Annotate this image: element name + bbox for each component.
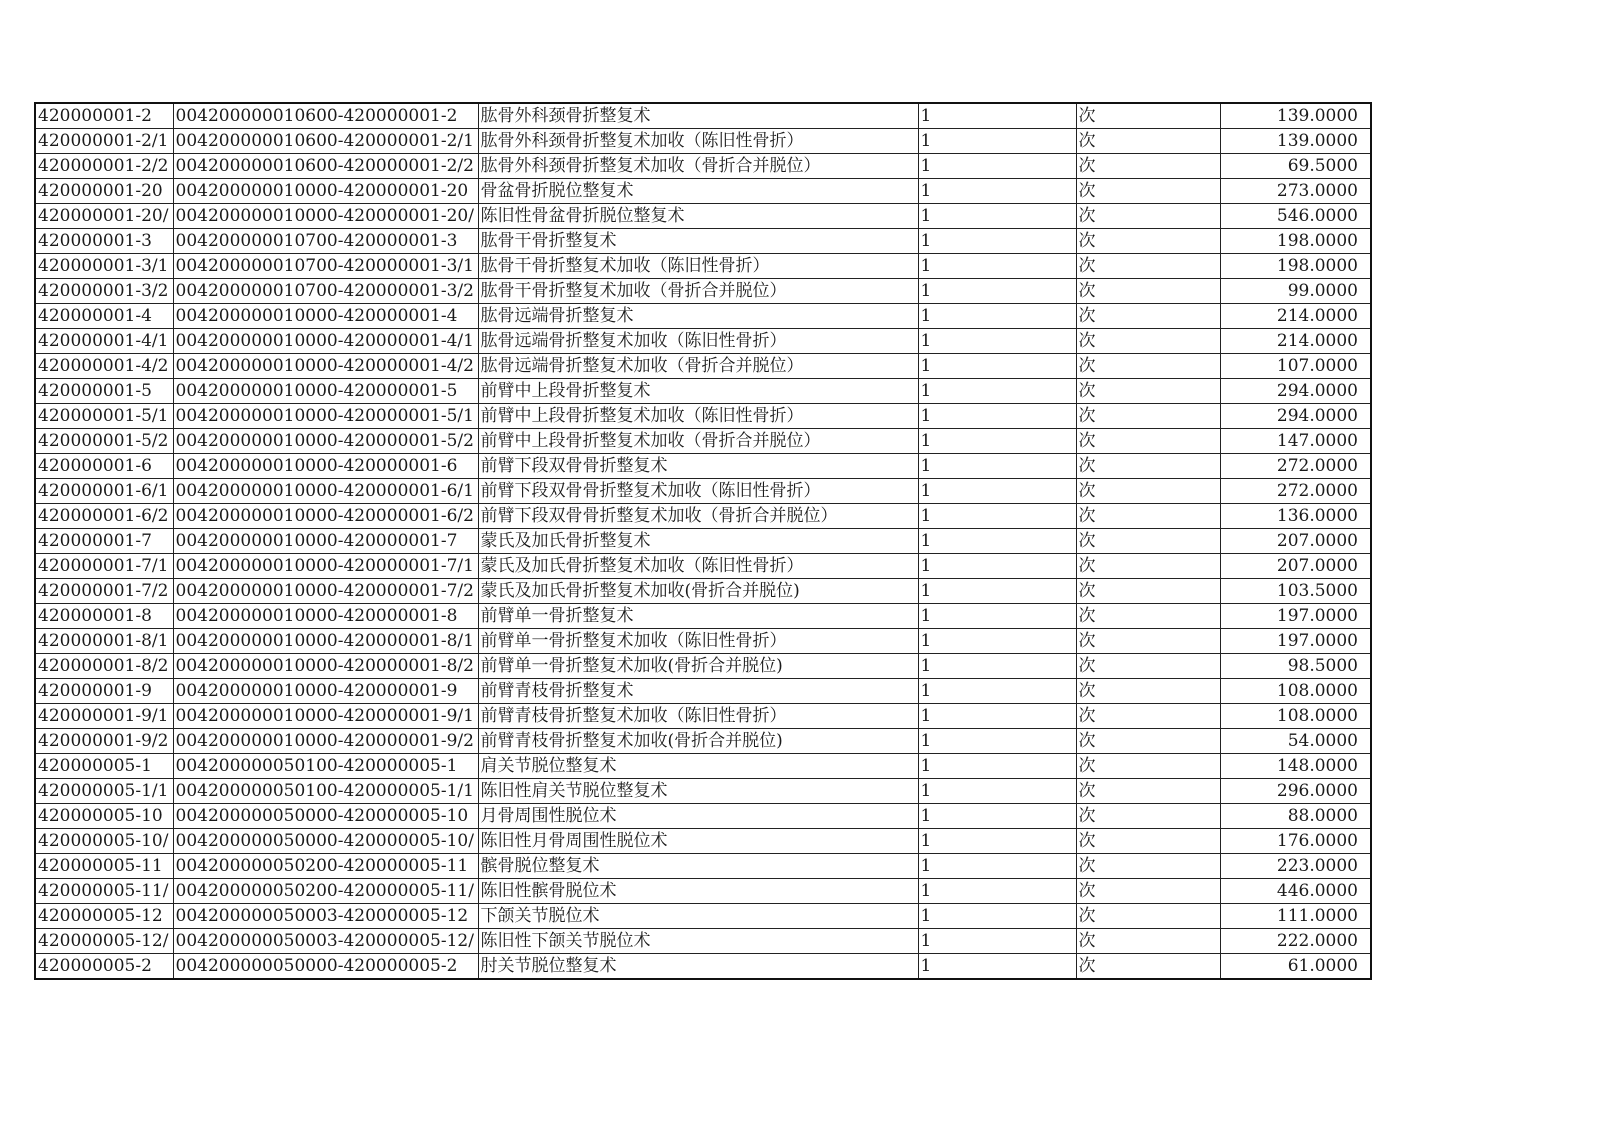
price-cell: 139.0000: [1220, 103, 1371, 129]
price-cell: 69.5000: [1220, 154, 1371, 179]
national-code-cell: 004200000010000-420000001-8: [173, 604, 478, 629]
price-cell: 214.0000: [1220, 304, 1371, 329]
table-row: [35, 754, 1371, 779]
price-cell: 294.0000: [1220, 379, 1371, 404]
price-cell: 272.0000: [1220, 454, 1371, 479]
item-code-cell: 420000001-5/1: [35, 404, 173, 429]
item-code-cell: 420000001-7/1: [35, 554, 173, 579]
table-row: [35, 129, 1371, 154]
price-cell: 88.0000: [1220, 804, 1371, 829]
quantity-cell: 1: [918, 554, 1076, 579]
unit-cell: 次: [1076, 404, 1220, 429]
price-cell: 294.0000: [1220, 404, 1371, 429]
table-row: [35, 604, 1371, 629]
table-row: [35, 204, 1371, 229]
unit-cell: 次: [1076, 779, 1220, 804]
table-row: [35, 904, 1371, 929]
national-code-cell: 004200000010000-420000001-6/1: [173, 479, 478, 504]
item-code-cell: 420000001-8: [35, 604, 173, 629]
quantity-cell: 1: [918, 103, 1076, 129]
quantity-cell: 1: [918, 354, 1076, 379]
price-cell: 197.0000: [1220, 604, 1371, 629]
quantity-cell: 1: [918, 954, 1076, 980]
price-cell: 54.0000: [1220, 729, 1371, 754]
national-code-cell: 004200000010000-420000001-9: [173, 679, 478, 704]
unit-cell: 次: [1076, 754, 1220, 779]
item-name-cell: 前臂青枝骨折整复术加收(骨折合并脱位): [478, 729, 918, 754]
national-code-cell: 004200000010000-420000001-20/: [173, 204, 478, 229]
item-name-cell: 肱骨远端骨折整复术加收（骨折合并脱位）: [478, 354, 918, 379]
item-code-cell: 420000001-5: [35, 379, 173, 404]
unit-cell: 次: [1076, 529, 1220, 554]
price-cell: 103.5000: [1220, 579, 1371, 604]
quantity-cell: 1: [918, 429, 1076, 454]
national-code-cell: 004200000010600-420000001-2/2: [173, 154, 478, 179]
unit-cell: 次: [1076, 879, 1220, 904]
item-name-cell: 蒙氏及加氏骨折整复术加收（陈旧性骨折）: [478, 554, 918, 579]
unit-cell: 次: [1076, 229, 1220, 254]
quantity-cell: 1: [918, 604, 1076, 629]
item-code-cell: 420000005-1/1: [35, 779, 173, 804]
table-row: [35, 504, 1371, 529]
table-row: [35, 854, 1371, 879]
national-code-cell: 004200000010000-420000001-5/2: [173, 429, 478, 454]
item-code-cell: 420000001-9/1: [35, 704, 173, 729]
item-name-cell: 肩关节脱位整复术: [478, 754, 918, 779]
price-cell: 61.0000: [1220, 954, 1371, 980]
item-code-cell: 420000005-12/: [35, 929, 173, 954]
national-code-cell: 004200000010000-420000001-6: [173, 454, 478, 479]
national-code-cell: 004200000010000-420000001-20: [173, 179, 478, 204]
national-code-cell: 004200000010000-420000001-4: [173, 304, 478, 329]
item-name-cell: 下颌关节脱位术: [478, 904, 918, 929]
unit-cell: 次: [1076, 329, 1220, 354]
table-row: [35, 654, 1371, 679]
item-code-cell: 420000001-20/: [35, 204, 173, 229]
unit-cell: 次: [1076, 504, 1220, 529]
price-cell: 272.0000: [1220, 479, 1371, 504]
item-name-cell: 前臂单一骨折整复术加收(骨折合并脱位): [478, 654, 918, 679]
item-name-cell: 前臂青枝骨折整复术: [478, 679, 918, 704]
quantity-cell: 1: [918, 929, 1076, 954]
item-name-cell: 肱骨干骨折整复术加收（骨折合并脱位）: [478, 279, 918, 304]
table-row: [35, 154, 1371, 179]
item-code-cell: 420000005-2: [35, 954, 173, 980]
quantity-cell: 1: [918, 504, 1076, 529]
national-code-cell: 004200000010700-420000001-3/2: [173, 279, 478, 304]
price-cell: 139.0000: [1220, 129, 1371, 154]
national-code-cell: 004200000010000-420000001-4/2: [173, 354, 478, 379]
table-row: [35, 329, 1371, 354]
price-cell: 207.0000: [1220, 554, 1371, 579]
unit-cell: 次: [1076, 429, 1220, 454]
national-code-cell: 004200000010000-420000001-7: [173, 529, 478, 554]
price-cell: 176.0000: [1220, 829, 1371, 854]
item-name-cell: 肱骨远端骨折整复术: [478, 304, 918, 329]
table-row: [35, 579, 1371, 604]
price-cell: 207.0000: [1220, 529, 1371, 554]
item-code-cell: 420000001-6/1: [35, 479, 173, 504]
item-code-cell: 420000001-9: [35, 679, 173, 704]
national-code-cell: 004200000010000-420000001-7/2: [173, 579, 478, 604]
item-code-cell: 420000001-9/2: [35, 729, 173, 754]
item-name-cell: 陈旧性肩关节脱位整复术: [478, 779, 918, 804]
quantity-cell: 1: [918, 229, 1076, 254]
item-name-cell: 前臂下段双骨骨折整复术加收（陈旧性骨折）: [478, 479, 918, 504]
table-row: [35, 404, 1371, 429]
item-name-cell: 前臂中上段骨折整复术加收（骨折合并脱位）: [478, 429, 918, 454]
quantity-cell: 1: [918, 579, 1076, 604]
item-name-cell: 肱骨外科颈骨折整复术加收（陈旧性骨折）: [478, 129, 918, 154]
item-name-cell: 陈旧性骨盆骨折脱位整复术: [478, 204, 918, 229]
national-code-cell: 004200000050200-420000005-11: [173, 854, 478, 879]
table-row: [35, 103, 1371, 129]
unit-cell: 次: [1076, 354, 1220, 379]
price-cell: 148.0000: [1220, 754, 1371, 779]
price-cell: 197.0000: [1220, 629, 1371, 654]
item-name-cell: 前臂中上段骨折整复术加收（陈旧性骨折）: [478, 404, 918, 429]
price-cell: 198.0000: [1220, 254, 1371, 279]
price-cell: 98.5000: [1220, 654, 1371, 679]
item-code-cell: 420000001-2/1: [35, 129, 173, 154]
table-row: [35, 929, 1371, 954]
unit-cell: 次: [1076, 103, 1220, 129]
quantity-cell: 1: [918, 379, 1076, 404]
item-name-cell: 肱骨干骨折整复术: [478, 229, 918, 254]
national-code-cell: 004200000010700-420000001-3: [173, 229, 478, 254]
quantity-cell: 1: [918, 454, 1076, 479]
item-name-cell: 陈旧性髌骨脱位术: [478, 879, 918, 904]
quantity-cell: 1: [918, 629, 1076, 654]
item-code-cell: 420000005-10/: [35, 829, 173, 854]
item-code-cell: 420000001-8/2: [35, 654, 173, 679]
unit-cell: 次: [1076, 204, 1220, 229]
unit-cell: 次: [1076, 804, 1220, 829]
quantity-cell: 1: [918, 779, 1076, 804]
unit-cell: 次: [1076, 704, 1220, 729]
item-code-cell: 420000001-3/1: [35, 254, 173, 279]
unit-cell: 次: [1076, 379, 1220, 404]
item-name-cell: 前臂下段双骨骨折整复术: [478, 454, 918, 479]
item-code-cell: 420000001-7: [35, 529, 173, 554]
unit-cell: 次: [1076, 629, 1220, 654]
quantity-cell: 1: [918, 479, 1076, 504]
quantity-cell: 1: [918, 754, 1076, 779]
table-row: [35, 829, 1371, 854]
table-row: [35, 554, 1371, 579]
unit-cell: 次: [1076, 179, 1220, 204]
quantity-cell: 1: [918, 204, 1076, 229]
item-name-cell: 前臂下段双骨骨折整复术加收（骨折合并脱位）: [478, 504, 918, 529]
item-code-cell: 420000005-10: [35, 804, 173, 829]
table-row: [35, 379, 1371, 404]
item-name-cell: 月骨周围性脱位术: [478, 804, 918, 829]
unit-cell: 次: [1076, 829, 1220, 854]
quantity-cell: 1: [918, 129, 1076, 154]
item-name-cell: 前臂青枝骨折整复术加收（陈旧性骨折）: [478, 704, 918, 729]
unit-cell: 次: [1076, 679, 1220, 704]
unit-cell: 次: [1076, 604, 1220, 629]
price-cell: 136.0000: [1220, 504, 1371, 529]
item-code-cell: 420000005-11: [35, 854, 173, 879]
quantity-cell: 1: [918, 804, 1076, 829]
quantity-cell: 1: [918, 529, 1076, 554]
quantity-cell: 1: [918, 679, 1076, 704]
national-code-cell: 004200000010000-420000001-5: [173, 379, 478, 404]
table-row: [35, 254, 1371, 279]
national-code-cell: 004200000050000-420000005-2: [173, 954, 478, 980]
price-cell: 108.0000: [1220, 704, 1371, 729]
table-row: [35, 354, 1371, 379]
fee-schedule-body: [35, 103, 1371, 979]
quantity-cell: 1: [918, 704, 1076, 729]
price-cell: 99.0000: [1220, 279, 1371, 304]
unit-cell: 次: [1076, 954, 1220, 980]
national-code-cell: 004200000010700-420000001-3/1: [173, 254, 478, 279]
table-row: [35, 954, 1371, 980]
table-row: [35, 629, 1371, 654]
national-code-cell: 004200000010000-420000001-6/2: [173, 504, 478, 529]
item-name-cell: 髌骨脱位整复术: [478, 854, 918, 879]
item-name-cell: 陈旧性下颌关节脱位术: [478, 929, 918, 954]
quantity-cell: 1: [918, 654, 1076, 679]
item-code-cell: 420000001-7/2: [35, 579, 173, 604]
item-code-cell: 420000001-2: [35, 103, 173, 129]
national-code-cell: 004200000050003-420000005-12/: [173, 929, 478, 954]
item-code-cell: 420000001-3/2: [35, 279, 173, 304]
unit-cell: 次: [1076, 254, 1220, 279]
unit-cell: 次: [1076, 154, 1220, 179]
national-code-cell: 004200000050000-420000005-10/: [173, 829, 478, 854]
unit-cell: 次: [1076, 854, 1220, 879]
national-code-cell: 004200000010000-420000001-8/1: [173, 629, 478, 654]
unit-cell: 次: [1076, 579, 1220, 604]
quantity-cell: 1: [918, 304, 1076, 329]
national-code-cell: 004200000010000-420000001-8/2: [173, 654, 478, 679]
national-code-cell: 004200000010600-420000001-2/1: [173, 129, 478, 154]
table-row: [35, 429, 1371, 454]
table-row: [35, 804, 1371, 829]
national-code-cell: 004200000010000-420000001-9/1: [173, 704, 478, 729]
unit-cell: 次: [1076, 929, 1220, 954]
table-row: [35, 304, 1371, 329]
quantity-cell: 1: [918, 904, 1076, 929]
price-cell: 108.0000: [1220, 679, 1371, 704]
unit-cell: 次: [1076, 904, 1220, 929]
item-name-cell: 肱骨外科颈骨折整复术: [478, 103, 918, 129]
price-cell: 147.0000: [1220, 429, 1371, 454]
item-name-cell: 肘关节脱位整复术: [478, 954, 918, 980]
national-code-cell: 004200000010000-420000001-4/1: [173, 329, 478, 354]
unit-cell: 次: [1076, 304, 1220, 329]
price-cell: 546.0000: [1220, 204, 1371, 229]
item-code-cell: 420000001-6: [35, 454, 173, 479]
price-cell: 198.0000: [1220, 229, 1371, 254]
national-code-cell: 004200000010000-420000001-9/2: [173, 729, 478, 754]
item-code-cell: 420000005-12: [35, 904, 173, 929]
quantity-cell: 1: [918, 879, 1076, 904]
table-row: [35, 879, 1371, 904]
item-name-cell: 骨盆骨折脱位整复术: [478, 179, 918, 204]
fee-schedule-table: [34, 102, 1372, 980]
price-cell: 107.0000: [1220, 354, 1371, 379]
item-code-cell: 420000001-4/2: [35, 354, 173, 379]
price-cell: 111.0000: [1220, 904, 1371, 929]
unit-cell: 次: [1076, 129, 1220, 154]
item-name-cell: 陈旧性月骨周围性脱位术: [478, 829, 918, 854]
table-row: [35, 679, 1371, 704]
national-code-cell: 004200000050200-420000005-11/: [173, 879, 478, 904]
national-code-cell: 004200000050100-420000005-1/1: [173, 779, 478, 804]
table-row: [35, 279, 1371, 304]
price-cell: 214.0000: [1220, 329, 1371, 354]
item-name-cell: 肱骨远端骨折整复术加收（陈旧性骨折）: [478, 329, 918, 354]
unit-cell: 次: [1076, 729, 1220, 754]
item-name-cell: 蒙氏及加氏骨折整复术加收(骨折合并脱位): [478, 579, 918, 604]
unit-cell: 次: [1076, 279, 1220, 304]
item-name-cell: 肱骨外科颈骨折整复术加收（骨折合并脱位）: [478, 154, 918, 179]
item-name-cell: 前臂单一骨折整复术加收（陈旧性骨折）: [478, 629, 918, 654]
item-name-cell: 前臂单一骨折整复术: [478, 604, 918, 629]
price-cell: 273.0000: [1220, 179, 1371, 204]
item-code-cell: 420000001-5/2: [35, 429, 173, 454]
item-code-cell: 420000001-8/1: [35, 629, 173, 654]
table-row: [35, 704, 1371, 729]
item-code-cell: 420000001-6/2: [35, 504, 173, 529]
item-name-cell: 前臂中上段骨折整复术: [478, 379, 918, 404]
quantity-cell: 1: [918, 329, 1076, 354]
table-row: [35, 779, 1371, 804]
table-row: [35, 229, 1371, 254]
quantity-cell: 1: [918, 179, 1076, 204]
item-code-cell: 420000005-1: [35, 754, 173, 779]
unit-cell: 次: [1076, 479, 1220, 504]
item-code-cell: 420000005-11/: [35, 879, 173, 904]
item-name-cell: 肱骨干骨折整复术加收（陈旧性骨折）: [478, 254, 918, 279]
item-code-cell: 420000001-20: [35, 179, 173, 204]
price-cell: 296.0000: [1220, 779, 1371, 804]
quantity-cell: 1: [918, 154, 1076, 179]
quantity-cell: 1: [918, 279, 1076, 304]
table-row: [35, 179, 1371, 204]
national-code-cell: 004200000010600-420000001-2: [173, 103, 478, 129]
table-row: [35, 529, 1371, 554]
item-code-cell: 420000001-3: [35, 229, 173, 254]
quantity-cell: 1: [918, 854, 1076, 879]
national-code-cell: 004200000010000-420000001-5/1: [173, 404, 478, 429]
national-code-cell: 004200000050000-420000005-10: [173, 804, 478, 829]
quantity-cell: 1: [918, 729, 1076, 754]
quantity-cell: 1: [918, 829, 1076, 854]
table-row: [35, 454, 1371, 479]
item-code-cell: 420000001-4/1: [35, 329, 173, 354]
quantity-cell: 1: [918, 254, 1076, 279]
unit-cell: 次: [1076, 554, 1220, 579]
unit-cell: 次: [1076, 654, 1220, 679]
table-row: [35, 729, 1371, 754]
item-name-cell: 蒙氏及加氏骨折整复术: [478, 529, 918, 554]
item-code-cell: 420000001-4: [35, 304, 173, 329]
price-cell: 446.0000: [1220, 879, 1371, 904]
price-cell: 223.0000: [1220, 854, 1371, 879]
unit-cell: 次: [1076, 454, 1220, 479]
national-code-cell: 004200000050003-420000005-12: [173, 904, 478, 929]
national-code-cell: 004200000050100-420000005-1: [173, 754, 478, 779]
quantity-cell: 1: [918, 404, 1076, 429]
price-cell: 222.0000: [1220, 929, 1371, 954]
item-code-cell: 420000001-2/2: [35, 154, 173, 179]
table-row: [35, 479, 1371, 504]
national-code-cell: 004200000010000-420000001-7/1: [173, 554, 478, 579]
